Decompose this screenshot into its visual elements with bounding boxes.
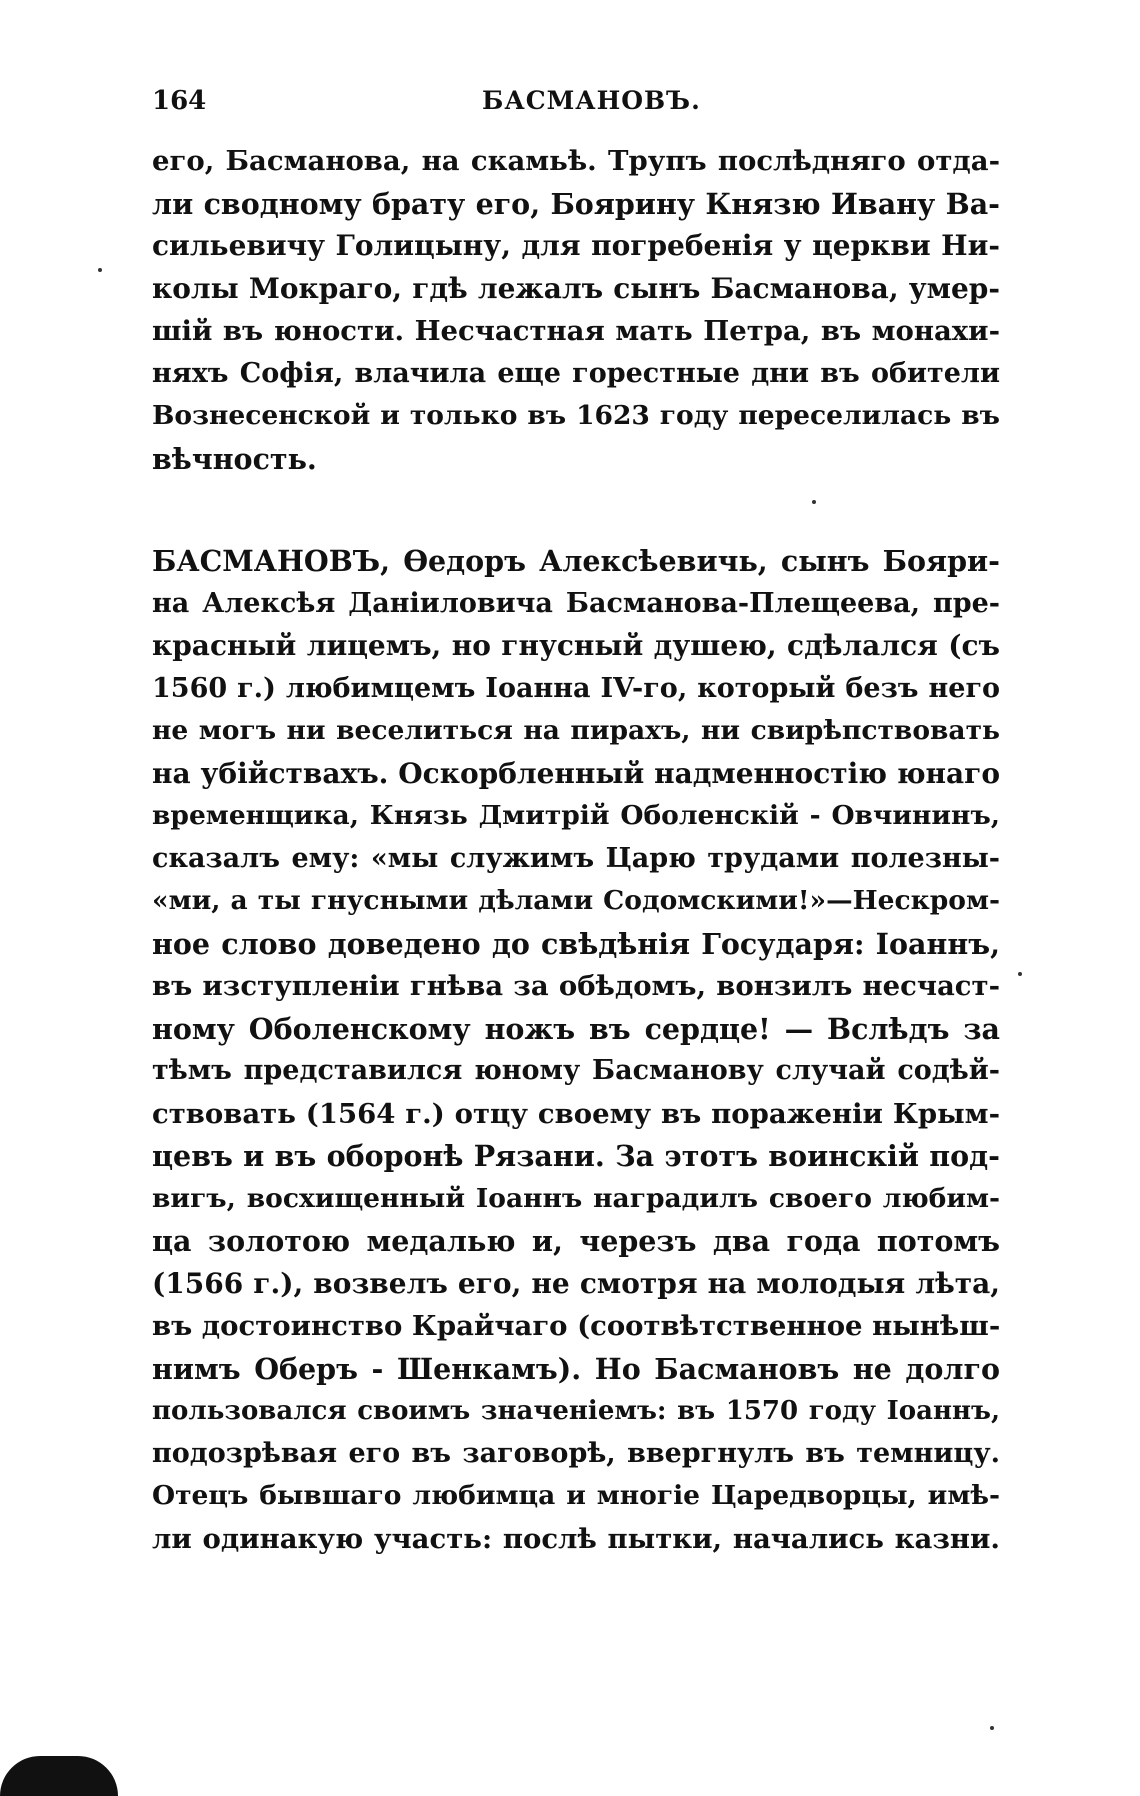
text-line: 1560 г.) любимцемъ Іоанна IV-го, который безъ него bbox=[152, 672, 1000, 704]
ink-speck bbox=[98, 268, 102, 272]
text-line: подозрѣвая его въ заговорѣ, ввергнулъ въ темницу. bbox=[152, 1437, 1000, 1469]
text-line: въ достоинство Крайчаго (соотвѣтственное нынѣш- bbox=[152, 1310, 1001, 1342]
ink-blot bbox=[0, 1756, 118, 1796]
text-line: ли одинакую участь: послѣ пытки, начались казни. bbox=[152, 1522, 1000, 1555]
running-head: БАСМАНОВЪ. bbox=[482, 86, 701, 115]
text-line: колы Мокраго, гдѣ лежалъ сынъ Басманова, умер- bbox=[152, 271, 1000, 305]
page-number: 164 bbox=[152, 86, 207, 116]
text-line: (1566 г.), возвелъ его, не смотря на молодыя лѣта, bbox=[152, 1266, 1000, 1300]
text-line: его, Басманова, на скамьѣ. Трупъ послѣдняго отда- bbox=[152, 145, 1000, 177]
text-line: красный лицемъ, но гнусный душею, сдѣлался (съ bbox=[152, 629, 1000, 662]
text-line: на убійствахъ. Оскорбленный надменностію юнаго bbox=[152, 756, 1000, 790]
text-line: на Алексѣя Даніиловича Басманова-Плещеева, пре- bbox=[152, 587, 1000, 619]
text-line: временщика, Князь Дмитрій Оболенскій - Овчининъ, bbox=[152, 800, 1000, 831]
text-line: Отецъ бывшаго любимца и многіе Царедворцы, имѣ- bbox=[152, 1480, 1000, 1511]
entry-heading-line: БАСМАНОВЪ, Өедоръ Алексѣевичь, сынъ Бояри- bbox=[152, 544, 1000, 578]
text-line: тѣмъ представился юному Басманову случай содѣй- bbox=[152, 1055, 1000, 1086]
ink-speck bbox=[990, 1726, 994, 1730]
paragraph-continuation bbox=[152, 140, 1000, 480]
text-line: шій въ юности. Несчастная мать Петра, въ монахи- bbox=[152, 315, 1000, 347]
entry-basmanov-fedor bbox=[152, 540, 1000, 1560]
text-line: ствовать (1564 г.) отцу своему въ пораженіи Крым- bbox=[152, 1097, 1000, 1130]
text-line: няхъ Софія, влачила еще горестные дни въ обители bbox=[152, 357, 1000, 389]
text-line: ному Оболенскому ножъ въ сердце! — Вслѣдъ за bbox=[152, 1011, 1000, 1046]
text-line: ли сводному брату его, Боярину Князю Ивану Ва- bbox=[152, 186, 1000, 221]
text-line: сказалъ ему: «мы служимъ Царю трудами полезны- bbox=[152, 842, 1000, 874]
text-line: вигъ, восхищенный Іоаннъ наградилъ своего любим- bbox=[152, 1182, 1000, 1214]
text-line: ное слово доведено до свѣдѣнія Государя: Іоаннъ, bbox=[152, 926, 1000, 961]
ink-speck bbox=[1018, 972, 1022, 976]
ink-speck bbox=[812, 500, 816, 504]
text-line: не могъ ни веселиться на пирахъ, ни свирѣпствовать bbox=[152, 715, 1000, 746]
text-line: пользовался своимъ значеніемъ: въ 1570 году Іоаннъ, bbox=[152, 1396, 1000, 1426]
text-line: вѣчность. bbox=[152, 441, 317, 476]
text-line: нимъ Оберъ - Шенкамъ). Но Басмановъ не долго bbox=[152, 1351, 1000, 1386]
text-line: «ми, а ты гнусными дѣлами Содомскими!»—Нескром- bbox=[152, 885, 1000, 916]
text-line: въ изступленіи гнѣва за обѣдомъ, вонзилъ несчаст- bbox=[152, 970, 1000, 1002]
text-line: цевъ и въ оборонѣ Рязани. За этотъ воинскій под- bbox=[152, 1139, 1000, 1173]
text-line: ца золотою медалью и, черезъ два года потомъ bbox=[152, 1224, 1000, 1258]
text-line: сильевичу Голицыну, для погребенія у церкви Ни- bbox=[152, 229, 1000, 262]
page-header bbox=[152, 86, 1000, 126]
text-line: Вознесенской и только въ 1623 году переселилась въ bbox=[152, 400, 1000, 431]
